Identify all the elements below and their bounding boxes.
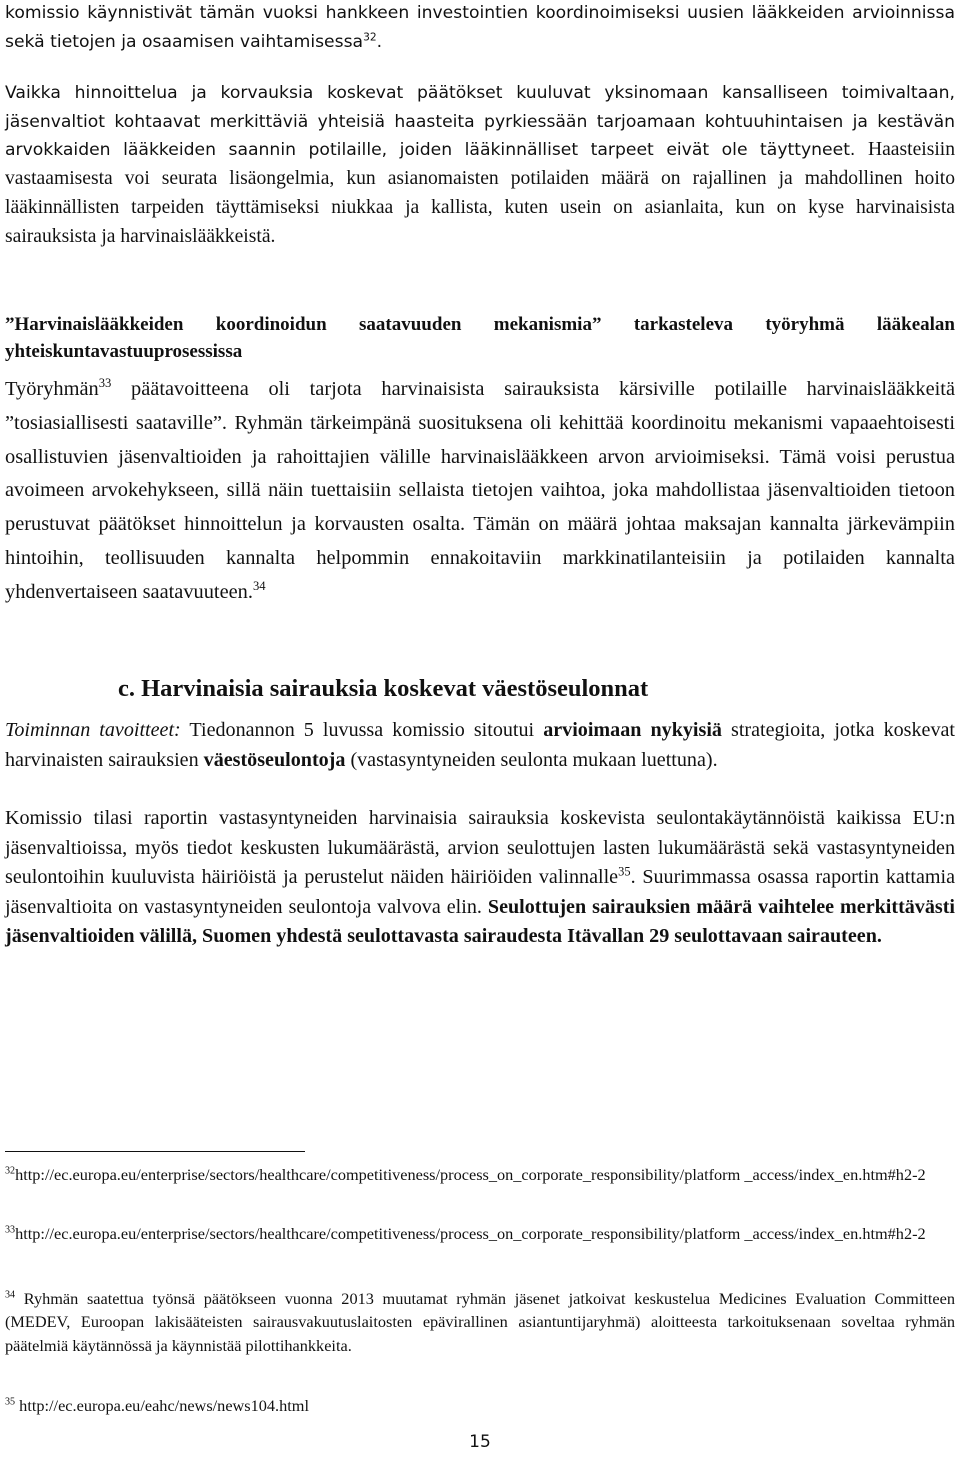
paragraph-3-lead: Työryhmän — [5, 378, 99, 400]
footnote-ref-33[interactable]: 33 — [98, 376, 112, 391]
paragraph-4 — [5, 716, 955, 775]
footnote-ref-34[interactable]: 34 — [252, 578, 266, 593]
footnote-number: 35 — [5, 1396, 16, 1408]
paragraph-4-text-c: (vastasyntyneiden seulonta mukaan luettuna). — [345, 748, 718, 771]
paragraph-5-text-a: Komissio tilasi raportin vastasyntyneiden harvinaisia sairauksia koskevista seulontakäytännöistä kaikissa EU:n jäsenvaltioissa, myös tiedot keskusten lukumäärästä, arvion seulottujen lasten lukumäärästä sekä vastasyntyneiden seulontoihin kuuluvista häiriöistä ja perustelut näiden häiriöiden valinnalle — [5, 807, 955, 888]
paragraph-3-text: päätavoitteena oli tarjota harvinaisista sairauksista kärsiville potilaille harvinaislääkkeitä ”tosiasiallisesti saataville”. Ryhmän tärkeimpänä suosituksena oli kehittää koordinoitu mekanismi vapaaehtoisesti osallistuvien jäsenvaltioiden ja rahoittajien välille harvinaislääkkeen arvon arvioimiseksi. Tämä voisi perustua avoimeen arvokehykseen, sillä näin tuettaisiin sellaista tietojen vaihtoa, joka mahdollistaa jäsenvaltioiden tietoon perustuvat päätökset hinnoittelun ja korvausten osalta. Tämän on määrä johtaa maksajan kannalta järkevämpiin hintoihin, teollisuuden kannalta helpommin ennakoitaviin markkinatilanteisiin ja potilaiden kannalta yhdenvertaiseen saatavuuteen. — [5, 378, 955, 603]
page-number: 15 — [469, 1432, 491, 1452]
paragraph-5 — [5, 804, 955, 952]
footnote-35 — [5, 1394, 955, 1417]
footnote-text: Ryhmän saatettua työnsä päätökseen vuonna 2013 muutamat ryhmän jäsenet jatkoivat keskustelua Medicines Evaluation Committeen (MEDEV, Euroopan lakisääteisten sairausvakuutuslaitosten epävirallinen asiantuntijaryhmä) aloitteesta tarkoituksenaan soveltaa ryhmän päätelmiä käytännössä ja käynnistää pilottihankkeita. — [5, 1289, 955, 1355]
paragraph-3 — [5, 373, 955, 610]
footnote-33 — [5, 1222, 955, 1245]
paragraph-5-bold: Seulottujen sairauksien määrä vaihtelee merkittävästi jäsenvaltioiden välillä, Suomen yhdestä seulottavasta sairaudesta Itävallan 29 seulottavaan sairauteen. — [5, 895, 955, 947]
subheading-working-group: ”Harvinaislääkkeiden koordinoidun saatavuuden mekanismia” tarkasteleva työryhmä lääkealan yhteiskuntavastuuprosessissa — [5, 314, 955, 363]
paragraph-1-text: komissio käynnistivät tämän vuoksi hankkeen investointien koordinoimiseksi uusien lääkkeiden arvioinnissa sekä tietojen ja osaamisen vaihtamisessa — [5, 3, 955, 52]
footnote-34 — [5, 1287, 955, 1357]
footnote-separator — [5, 1151, 305, 1152]
footnote-number: 34 — [5, 1289, 16, 1301]
footnote-number: 32 — [5, 1165, 16, 1177]
paragraph-1 — [5, 0, 955, 56]
paragraph-4-text-a: Tiedonannon 5 luvussa komissio sitoutui — [180, 719, 544, 741]
footnote-number: 33 — [5, 1224, 16, 1236]
objectives-label: Toiminnan tavoitteet: — [5, 719, 181, 741]
paragraph-1-tail: . — [376, 31, 383, 52]
footnote-32 — [5, 1163, 955, 1186]
paragraph-2-text-a: Vaikka hinnoittelua ja korvauksia koskevat päätökset kuuluvat yksinomaan kansalliseen toimivaltaan, jäsenvaltiot kohtaavat merkittäviä yhteisiä haasteita pyrkiessään tarjoamaan kohtuuhintaisen ja kestävän arvokkaiden lääkkeiden saannin potilaille, joiden lääkinnälliset tarpeet eivät ole täyttyneet. — [5, 83, 955, 161]
paragraph-2 — [5, 79, 955, 251]
footnote-ref-35[interactable]: 35 — [618, 864, 631, 879]
footnote-text[interactable]: http://ec.europa.eu/enterprise/sectors/healthcare/competitiveness/process_on_corporate_responsibility/platform _access/index_en.htm#h2-2 — [15, 1224, 926, 1243]
paragraph-2-text-b: Haasteisiin vastaamisesta voi seurata lisäongelmia, kun asianomaisten potilaiden määrä on rajallinen ja mahdollinen hoito lääkinnällisten tarpeiden täyttämiseksi niukkaa ja kallista, kuten usein on asianlaita, kun on kyse harvinaisista sairauksista ja harvinaislääkkeistä. — [5, 139, 956, 247]
paragraph-5-text-b: . Suurimmassa osassa raportin kattamia jäsenvaltioita on vastasyntyneiden seulontoja valvova elin. — [5, 866, 956, 918]
footnote-text[interactable]: http://ec.europa.eu/enterprise/sectors/healthcare/competitiveness/process_on_corporate_responsibility/platform _access/index_en.htm#h2-2 — [15, 1165, 926, 1184]
paragraph-4-text-b: strategioita, jotka koskevat harvinaisten sairauksien — [5, 719, 955, 771]
paragraph-4-bold-b: väestöseulontoja — [203, 748, 346, 771]
paragraph-4-bold-a: arvioimaan nykyisiä — [543, 719, 722, 741]
footnote-text[interactable]: http://ec.europa.eu/eahc/news/news104.html — [19, 1396, 309, 1415]
footnote-ref-32[interactable]: 32 — [363, 29, 377, 43]
section-heading-c: c. Harvinaisia sairauksia koskevat väestöseulonnat — [118, 675, 649, 702]
